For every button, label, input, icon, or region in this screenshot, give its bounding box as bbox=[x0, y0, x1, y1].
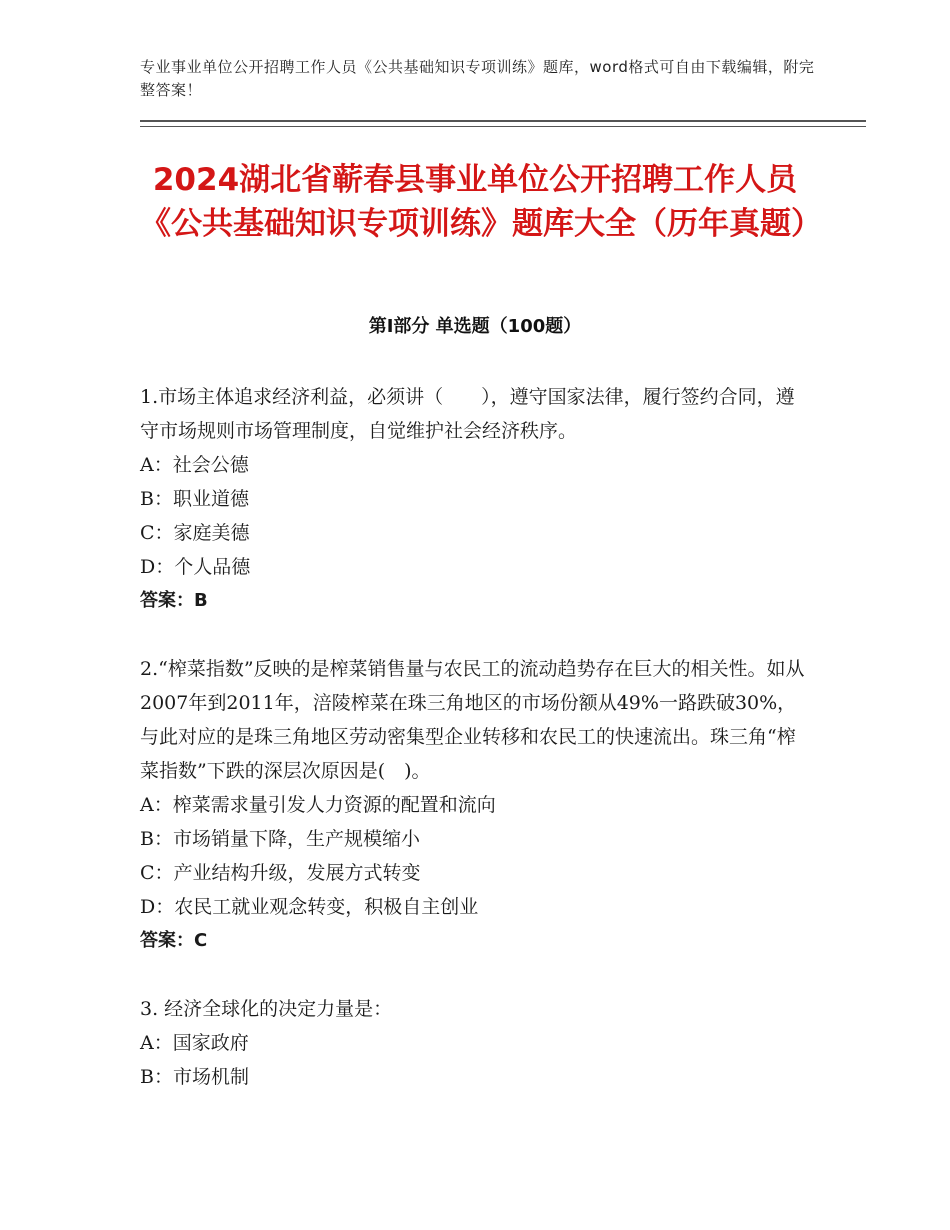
answer: 答案：C bbox=[140, 930, 208, 951]
question-stem: 3. 经济全球化的决定力量是： bbox=[140, 998, 393, 1020]
option-b: B：市场销量下降，生产规模缩小 bbox=[140, 828, 420, 850]
section-title: 第Ⅰ部分 单选题（100题） bbox=[368, 316, 582, 337]
header-rule-thin bbox=[140, 126, 866, 127]
header-rule-thick bbox=[140, 120, 866, 122]
answer: 答案：B bbox=[140, 590, 208, 611]
option-c: C：家庭美德 bbox=[140, 522, 250, 544]
question-2 bbox=[140, 652, 812, 958]
option-b: B：市场机制 bbox=[140, 1066, 249, 1088]
question-1 bbox=[140, 380, 812, 618]
option-c: C：产业结构升级，发展方式转变 bbox=[140, 862, 421, 884]
question-stem: 1.市场主体追求经济利益，必须讲（ ），遵守国家法律，履行签约合同，遵守市场规则市场管理制度，自觉维护社会经济秩序。 bbox=[140, 386, 795, 442]
option-b: B：职业道德 bbox=[140, 488, 249, 510]
option-d: D：农民工就业观念转变，积极自主创业 bbox=[140, 896, 479, 918]
question-list bbox=[140, 380, 812, 1128]
option-a: A：社会公德 bbox=[140, 454, 249, 476]
question-3 bbox=[140, 992, 812, 1094]
question-stem: 2.“榨菜指数”反映的是榨菜销售量与农民工的流动趋势存在巨大的相关性。如从2007年到2011年，涪陵榨菜在珠三角地区的市场份额从49%一路跌破30%，与此对应的是珠三角地区劳动密集型企业转移和农民工的快速流出。珠三角“榨菜指数”下跌的深层次原因是( )。 bbox=[140, 658, 805, 782]
document-title: 2024湖北省蕲春县事业单位公开招聘工作人员《公共基础知识专项训练》题库大全（历年真题） bbox=[140, 162, 822, 242]
option-a: A：榨菜需求量引发人力资源的配置和流向 bbox=[140, 794, 496, 816]
option-d: D：个人品德 bbox=[140, 556, 251, 578]
header-note: 专业事业单位公开招聘工作人员《公共基础知识专项训练》题库，word格式可自由下载编辑，附完整答案！ bbox=[140, 58, 815, 99]
option-a: A：国家政府 bbox=[140, 1032, 249, 1054]
